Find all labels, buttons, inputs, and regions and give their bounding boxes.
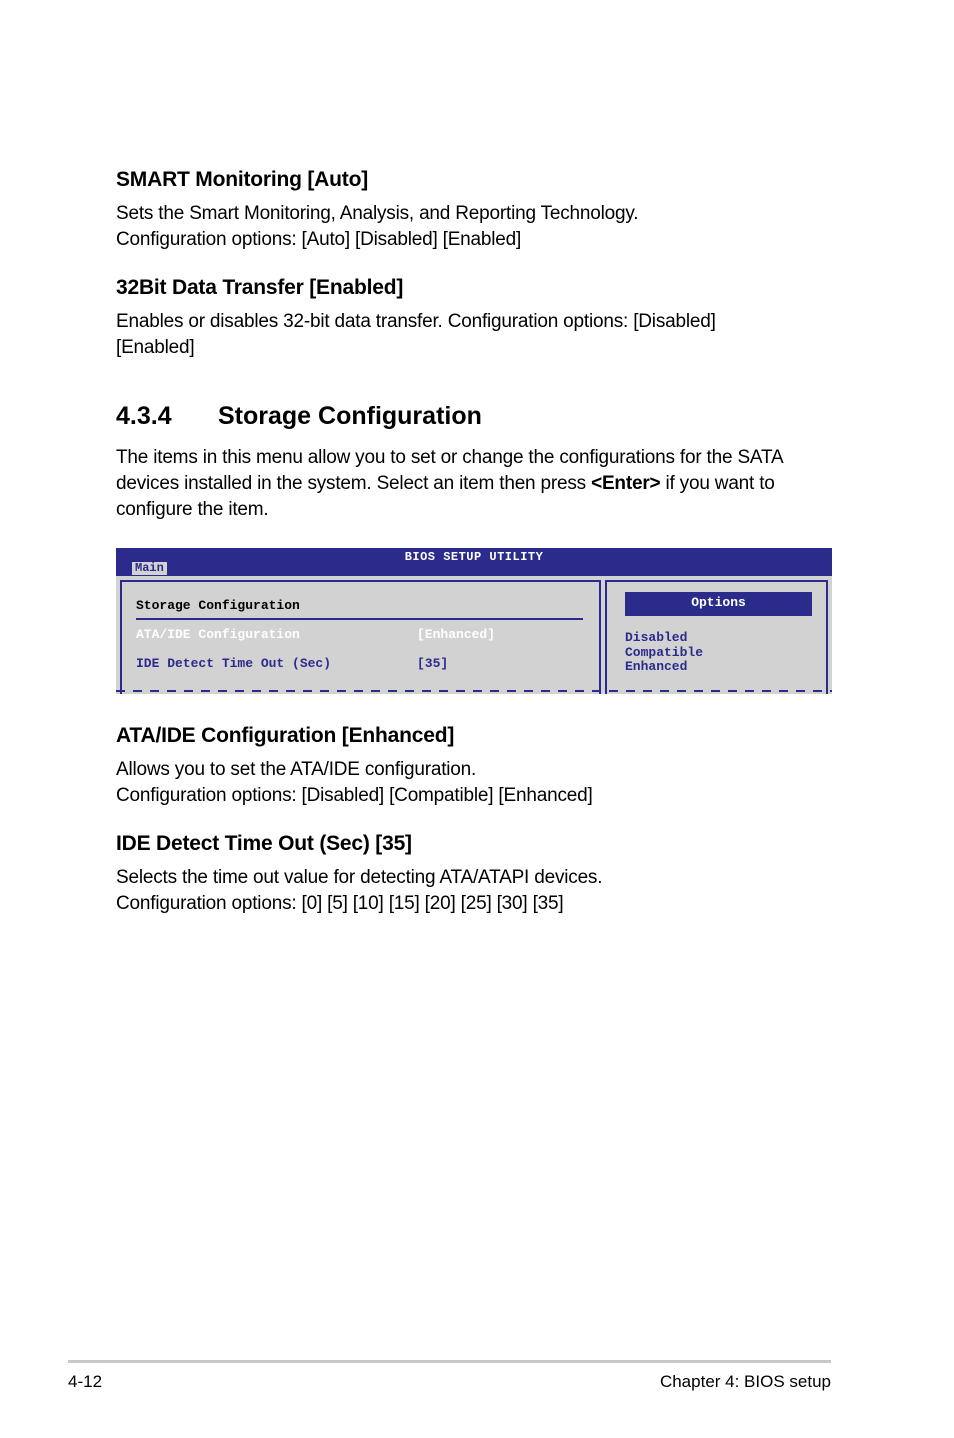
smart-desc-line1: Sets the Smart Monitoring, Analysis, and Reporting Technology. [116, 203, 639, 224]
bios-options-panel [605, 580, 828, 694]
storage-desc-line2: devices installed in the system. Select an item then press <Enter> if you want to [116, 473, 775, 494]
option-enhanced[interactable]: Enhanced [625, 659, 688, 674]
section-title: Storage Configuration [218, 402, 482, 430]
options-header-bar [625, 592, 812, 616]
option-disabled[interactable]: Disabled [625, 630, 688, 645]
enter-key-text: <Enter> [591, 473, 661, 494]
bios-title: BIOS SETUP UTILITY [404, 550, 544, 564]
bit32-desc-line1: Enables or disables 32-bit data transfer. Configuration options: [Disabled] [116, 311, 716, 332]
bit32-heading: 32Bit Data Transfer [Enabled] [116, 276, 404, 299]
bios-main-panel [120, 580, 601, 694]
ide-desc-line1: Selects the time out value for detecting ATA/ATAPI devices. [116, 867, 603, 888]
bios-dashed-edge [116, 690, 832, 692]
option-compatible[interactable]: Compatible [625, 645, 704, 660]
smart-desc-line2: Configuration options: [Auto] [Disabled] [Enabled] [116, 229, 522, 250]
storage-desc-line1: The items in this menu allow you to set or change the configurations for the SATA [116, 447, 784, 468]
smart-heading: SMART Monitoring [Auto] [116, 168, 368, 191]
bios-panel-divider [136, 618, 583, 620]
chapter-label: Chapter 4: BIOS setup [659, 1372, 831, 1391]
section-number: 4.3.4 [116, 402, 172, 430]
ide-heading: IDE Detect Time Out (Sec) [35] [116, 832, 412, 855]
ata-desc-line2: Configuration options: [Disabled] [Compatible] [Enhanced] [116, 785, 593, 806]
bios-screenshot [116, 548, 832, 694]
ata-desc-line1: Allows you to set the ATA/IDE configuration. [116, 759, 477, 780]
ide-desc-line2: Configuration options: [0] [5] [10] [15] [20] [25] [30] [35] [116, 893, 564, 914]
bios-item-ata-label[interactable]: ATA/IDE Configuration [136, 627, 300, 642]
options-header: Options [691, 595, 746, 610]
bit32-desc-line2: [Enabled] [116, 337, 195, 358]
bios-panel-title: Storage Configuration [136, 598, 300, 613]
footer-divider [68, 1360, 831, 1363]
ata-heading: ATA/IDE Configuration [Enhanced] [116, 724, 455, 747]
page-number: 4-12 [68, 1372, 103, 1391]
bios-item-ide-value[interactable]: [35] [417, 656, 449, 671]
tab-main[interactable]: Main [132, 562, 167, 575]
bios-item-ata-value[interactable]: [Enhanced] [417, 627, 496, 642]
storage-desc-line3: configure the item. [116, 499, 269, 520]
bios-title-bar [116, 548, 832, 576]
bios-item-ide-label[interactable]: IDE Detect Time Out (Sec) [136, 656, 332, 671]
